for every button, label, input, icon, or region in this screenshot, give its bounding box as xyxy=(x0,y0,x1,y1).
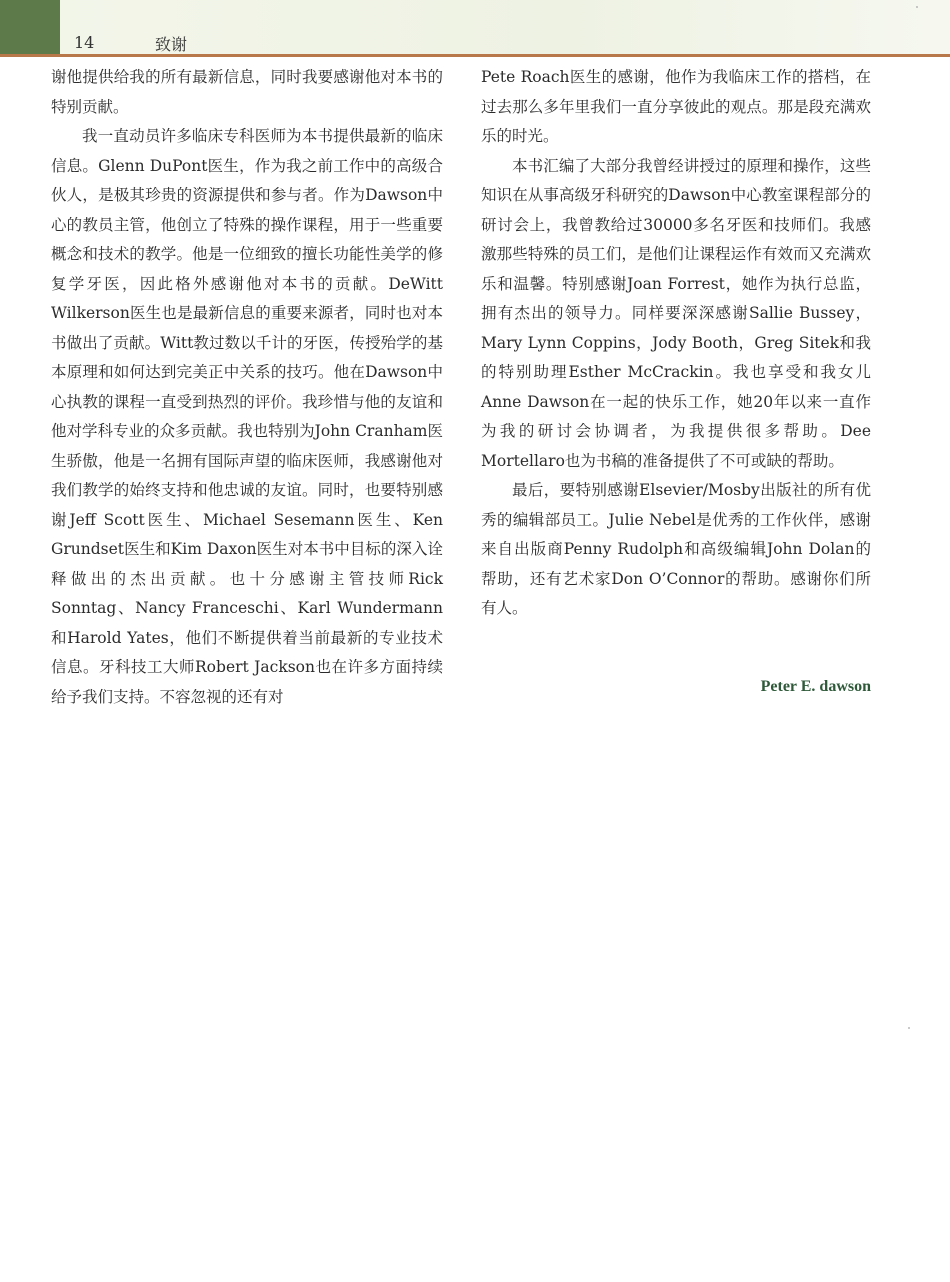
page-header xyxy=(0,0,950,54)
right-column xyxy=(481,63,871,624)
header-divider xyxy=(0,54,950,57)
running-header-title: 致谢 xyxy=(155,35,188,54)
author-signature: Peter E. dawson xyxy=(760,678,871,695)
right-paragraph-2: 本书汇编了大部分我曾经讲授过的原理和操作，这些知识在从事高级牙科研究的Dawson中心教室课程部分的研讨会上，我曾教给过30000多名牙医和技师们。我感激那些特殊的员工们，是他们让课程运作有效而又充满欢乐和温馨。特别感谢Joan Forrest，她作为执行总监，拥有杰出的领导力。同样要深深感谢Sallie Bussey，Mary Lynn Coppins，Jody Booth，Greg Sitek和我的特别助理Esther McCrackin。我也享受和我女儿Anne Dawson在一起的快乐工作，她20年以来一直作为我的研讨会协调者，为我提供很多帮助。Dee Mortellaro也为书稿的准备提供了不可或缺的帮助。 xyxy=(481,156,871,470)
left-column xyxy=(51,63,443,712)
scan-speck xyxy=(916,6,918,8)
right-paragraph-3: 最后，要特别感谢Elsevier/Mosby出版社的所有优秀的编辑部员工。Julie Nebel是优秀的工作伙伴，感谢来自出版商Penny Rudolph和高级编辑John Dolan的帮助，还有艺术家Don O’Connor的帮助。感谢你们所有人。 xyxy=(481,481,871,617)
header-color-tab xyxy=(0,0,60,54)
left-paragraph-2: 我一直动员许多临床专科医师为本书提供最新的临床信息。Glenn DuPont医生，作为我之前工作中的高级合伙人，是极其珍贵的资源提供和参与者。作为Dawson中心的教员主管，他创立了特殊的操作课程，用于一些重要概念和技术的教学。他是一位细致的擅长功能性美学的修复学牙医，因此格外感谢他对本书的贡献。DeWitt Wilkerson医生也是最新信息的重要来源者，同时也对本书做出了贡献。Witt教过数以千计的牙医，传授殆学的基本原理和如何达到完美正中关系的技巧。他在Dawson中心执教的课程一直受到热烈的评价。我珍惜与他的友谊和他对学科专业的众多贡献。我也特别为John Cranham医生骄傲，他是一名拥有国际声望的临床医师，我感谢他对我们教学的始终支持和他忠诚的友谊。同时，也要特别感谢Jeff Scott医生、Michael Sesemann医生、Ken Grundset医生和Kim Daxon医生对本书中目标的深入诠释做出的杰出贡献。也十分感谢主管技师Rick Sonntag、Nancy Franceschi、Karl Wundermann和Harold Yates，他们不断提供着当前最新的专业技术信息。牙科技工大师Robert Jackson也在许多方面持续给予我们支持。不容忽视的还有对 xyxy=(51,127,443,706)
scan-speck xyxy=(908,1027,910,1029)
right-paragraph-1: Pete Roach医生的感谢，他作为我临床工作的搭档，在过去那么多年里我们一直分享彼此的观点。那是段充满欢乐的时光。 xyxy=(481,68,871,145)
left-paragraph-1: 谢他提供给我的所有最新信息，同时我要感谢他对本书的特别贡献。 xyxy=(51,68,443,116)
page-number: 14 xyxy=(74,33,95,52)
